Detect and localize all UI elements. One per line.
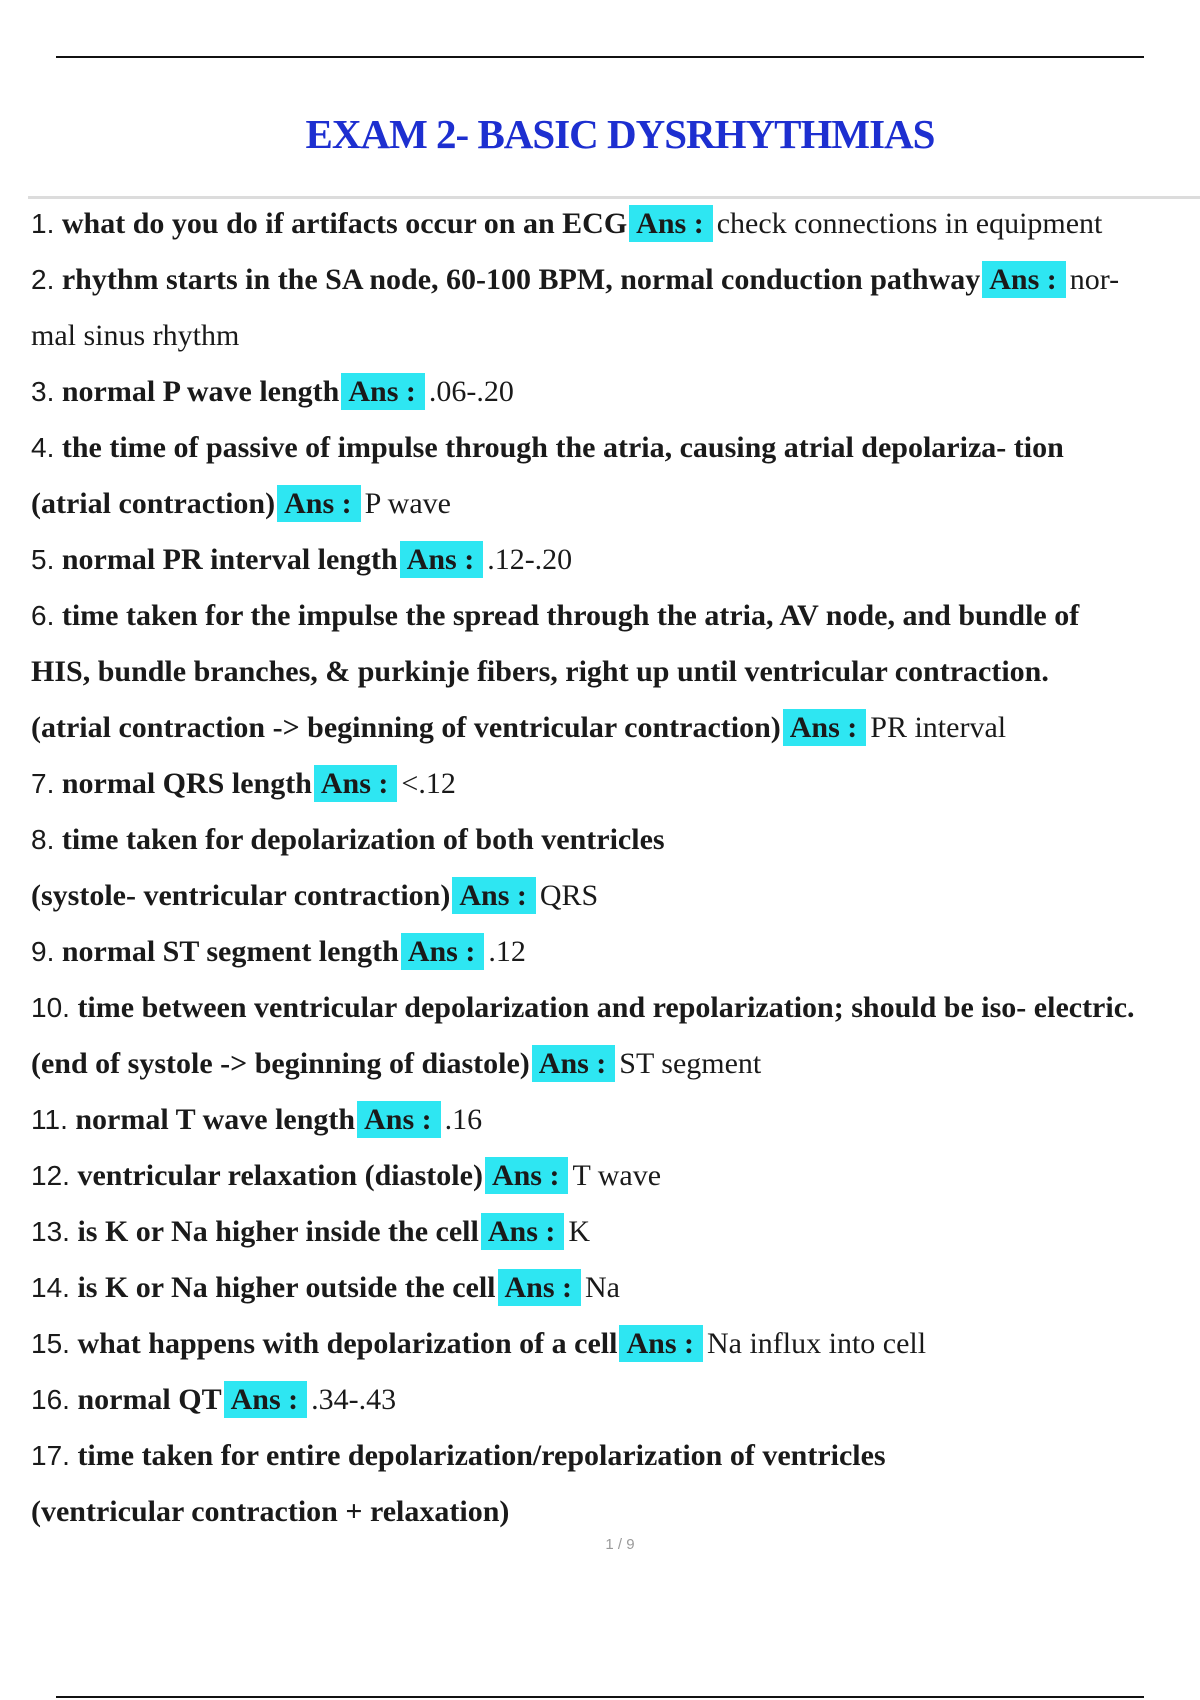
question-text: normal QRS length — [61, 767, 312, 800]
question-text: normal PR interval length — [61, 543, 398, 576]
item-number: 4. — [31, 432, 55, 463]
answer-label: Ans : — [532, 1045, 616, 1082]
qa-line — [31, 532, 1200, 588]
answer-label: Ans : — [498, 1269, 582, 1306]
question-text: what happens with depolarization of a cell — [77, 1327, 618, 1360]
qa-line — [31, 924, 1200, 980]
qa-line — [31, 1260, 1200, 1316]
question-text: rhythm starts in the SA node, 60-100 BPM, normal conduction pathway — [61, 263, 981, 296]
qa-line — [31, 812, 1200, 868]
qa-line — [31, 1148, 1200, 1204]
page-number: 1 / 9 — [605, 1536, 635, 1553]
answer-label: Ans : — [341, 373, 425, 410]
question-text: (atrial contraction -> beginning of ventricular contraction) — [31, 711, 781, 744]
qa-line — [31, 1036, 1200, 1092]
answer-text: mal sinus rhythm — [31, 319, 240, 352]
answer-label: Ans : — [982, 261, 1066, 298]
qa-line — [31, 756, 1200, 812]
question-text: time taken for the impulse the spread through the atria, AV node, and bundle of — [61, 599, 1080, 632]
question-text: normal P wave length — [61, 375, 340, 408]
answer-text: .34-.43 — [311, 1383, 397, 1416]
answer-text: .12-.20 — [487, 543, 573, 576]
item-number: 1. — [31, 208, 55, 239]
answer-text: <.12 — [401, 767, 456, 800]
question-text: ventricular relaxation (diastole) — [77, 1159, 483, 1192]
item-number: 15. — [31, 1328, 70, 1359]
answer-label: Ans : — [357, 1101, 441, 1138]
item-number: 16. — [31, 1384, 70, 1415]
bottom-rule — [56, 1696, 1144, 1698]
item-number: 7. — [31, 768, 55, 799]
answer-label: Ans : — [619, 1325, 703, 1362]
answer-text: QRS — [539, 879, 599, 912]
qa-line — [31, 644, 1200, 700]
page-title: EXAM 2- BASIC DYSRHYTHMIAS — [305, 111, 935, 157]
qa-line — [31, 980, 1200, 1036]
qa-line — [31, 1428, 1200, 1484]
question-text: normal QT — [77, 1383, 222, 1416]
answer-label: Ans : — [481, 1213, 565, 1250]
qa-line — [31, 868, 1200, 924]
answer-label: Ans : — [277, 485, 361, 522]
item-number: 13. — [31, 1216, 70, 1247]
qa-line — [31, 252, 1200, 308]
item-number: 11. — [31, 1104, 68, 1135]
question-text: is K or Na higher outside the cell — [77, 1271, 496, 1304]
qa-line — [31, 364, 1200, 420]
question-text: time between ventricular depolarization and repolarization; should be iso- electric. — [77, 991, 1135, 1024]
item-number: 3. — [31, 376, 55, 407]
qa-line — [31, 1204, 1200, 1260]
answer-text: .16 — [444, 1103, 483, 1136]
question-text: HIS, bundle branches, & purkinje fibers, right up until ventricular contraction. — [31, 655, 1049, 688]
question-text: normal T wave length — [75, 1103, 356, 1136]
answer-label: Ans : — [452, 877, 536, 914]
item-number: 2. — [31, 264, 55, 295]
answer-label: Ans : — [783, 709, 867, 746]
answer-text: T wave — [572, 1159, 662, 1192]
answer-label: Ans : — [314, 765, 398, 802]
item-number: 10. — [31, 992, 70, 1023]
question-text: what do you do if artifacts occur on an ECG — [61, 207, 628, 240]
answer-text: .06-.20 — [428, 375, 514, 408]
answer-label: Ans : — [400, 541, 484, 578]
qa-list — [31, 196, 1200, 1540]
item-number: 12. — [31, 1160, 70, 1191]
qa-line — [31, 700, 1200, 756]
item-number: 5. — [31, 544, 55, 575]
question-text: is K or Na higher inside the cell — [77, 1215, 479, 1248]
item-number: 8. — [31, 824, 55, 855]
answer-label: Ans : — [485, 1157, 569, 1194]
question-text: normal ST segment length — [61, 935, 399, 968]
item-number: 6. — [31, 600, 55, 631]
answer-text: check connections in equipment — [716, 207, 1103, 240]
qa-line — [31, 476, 1200, 532]
qa-line — [31, 588, 1200, 644]
item-number: 14. — [31, 1272, 70, 1303]
answer-text: Na influx into cell — [706, 1327, 927, 1360]
question-text: the time of passive of impulse through the atria, causing atrial depolariza- tion — [61, 431, 1064, 464]
answer-label: Ans : — [629, 205, 713, 242]
question-text: (end of systole -> beginning of diastole) — [31, 1047, 530, 1080]
question-text: time taken for entire depolarization/repolarization of ventricles — [77, 1439, 886, 1472]
qa-line — [31, 308, 1200, 364]
answer-text: PR interval — [870, 711, 1007, 744]
question-text: time taken for depolarization of both ventricles — [61, 823, 665, 856]
answer-text: nor- — [1069, 263, 1120, 296]
qa-line — [31, 1484, 1200, 1540]
qa-line — [31, 1092, 1200, 1148]
item-number: 9. — [31, 936, 55, 967]
answer-text: ST segment — [619, 1047, 762, 1080]
qa-line — [31, 196, 1200, 252]
question-text: (atrial contraction) — [31, 487, 276, 520]
answer-label: Ans : — [401, 933, 485, 970]
answer-text: .12 — [488, 935, 526, 968]
top-rule — [56, 56, 1144, 58]
answer-text: K — [568, 1215, 591, 1248]
answer-text: P wave — [364, 487, 451, 520]
answer-label: Ans : — [224, 1381, 308, 1418]
qa-line — [31, 1316, 1200, 1372]
qa-line — [31, 420, 1200, 476]
answer-text: Na — [585, 1271, 620, 1304]
qa-line — [31, 1372, 1200, 1428]
question-text: (systole- ventricular contraction) — [31, 879, 451, 912]
item-number: 17. — [31, 1440, 70, 1471]
question-text: (ventricular contraction + relaxation) — [31, 1495, 510, 1528]
